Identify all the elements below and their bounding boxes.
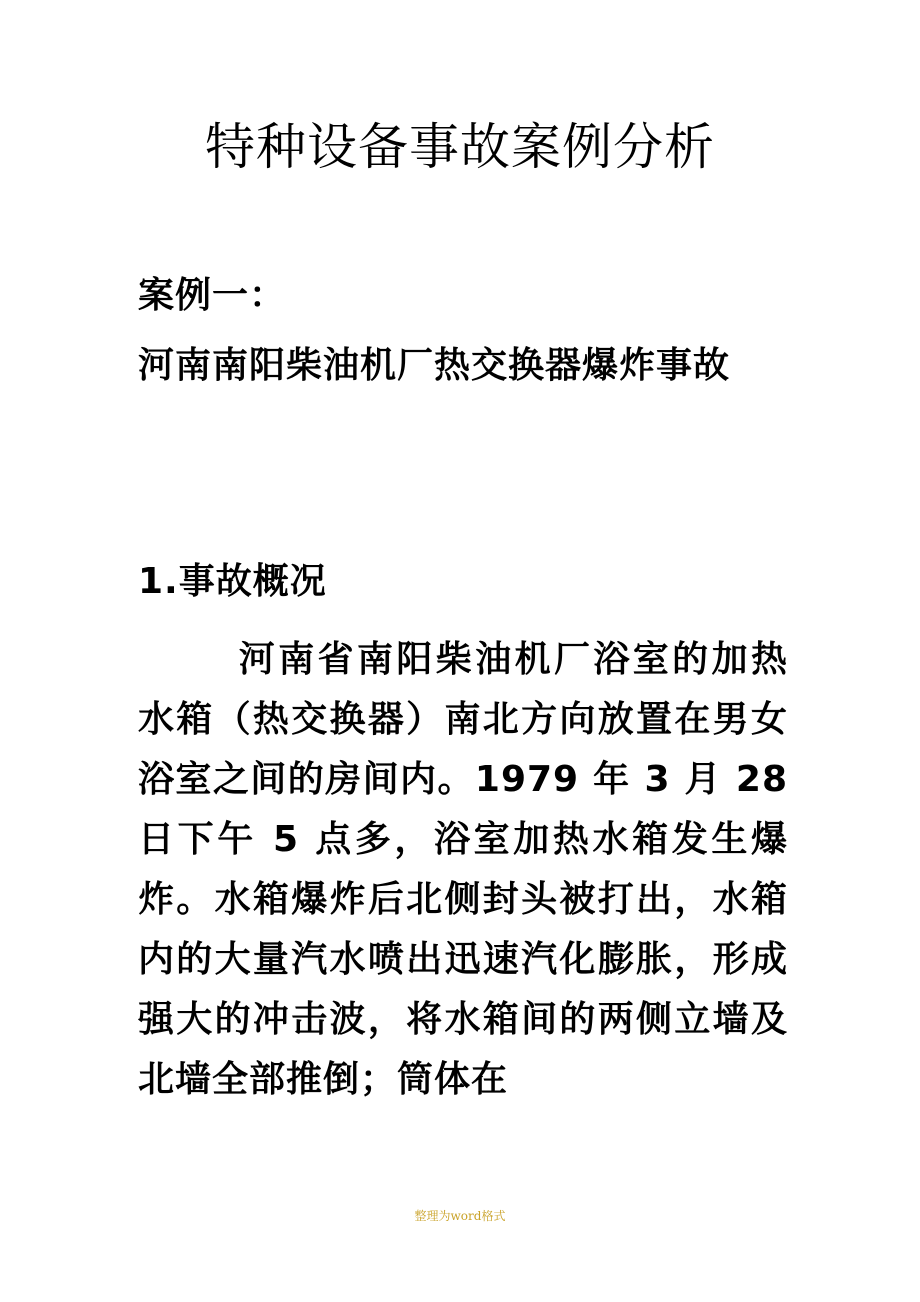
section-heading: 1.事故概况	[138, 561, 327, 602]
page-footer: 整理为word格式	[414, 1209, 506, 1223]
document-title: 特种设备事故案例分析	[205, 118, 715, 176]
case-title: 河南南阳柴油机厂热交换器爆炸事故	[138, 345, 731, 386]
body-paragraph: 河南省南阳柴油机厂浴室的加热水箱（热交换器）南北方向放置在男女浴室之间的房间内。1979 年 3 月 28 日下午 5 点多，浴室加热水箱发生爆炸。水箱爆炸后北侧封头被打出，水箱内的大量汽水喷出迅速汽化膨胀，形成强大的冲击波，将水箱间的两侧立墙及北墙全部推倒；筒体在	[138, 639, 788, 1100]
case-label: 案例一：	[138, 275, 287, 316]
